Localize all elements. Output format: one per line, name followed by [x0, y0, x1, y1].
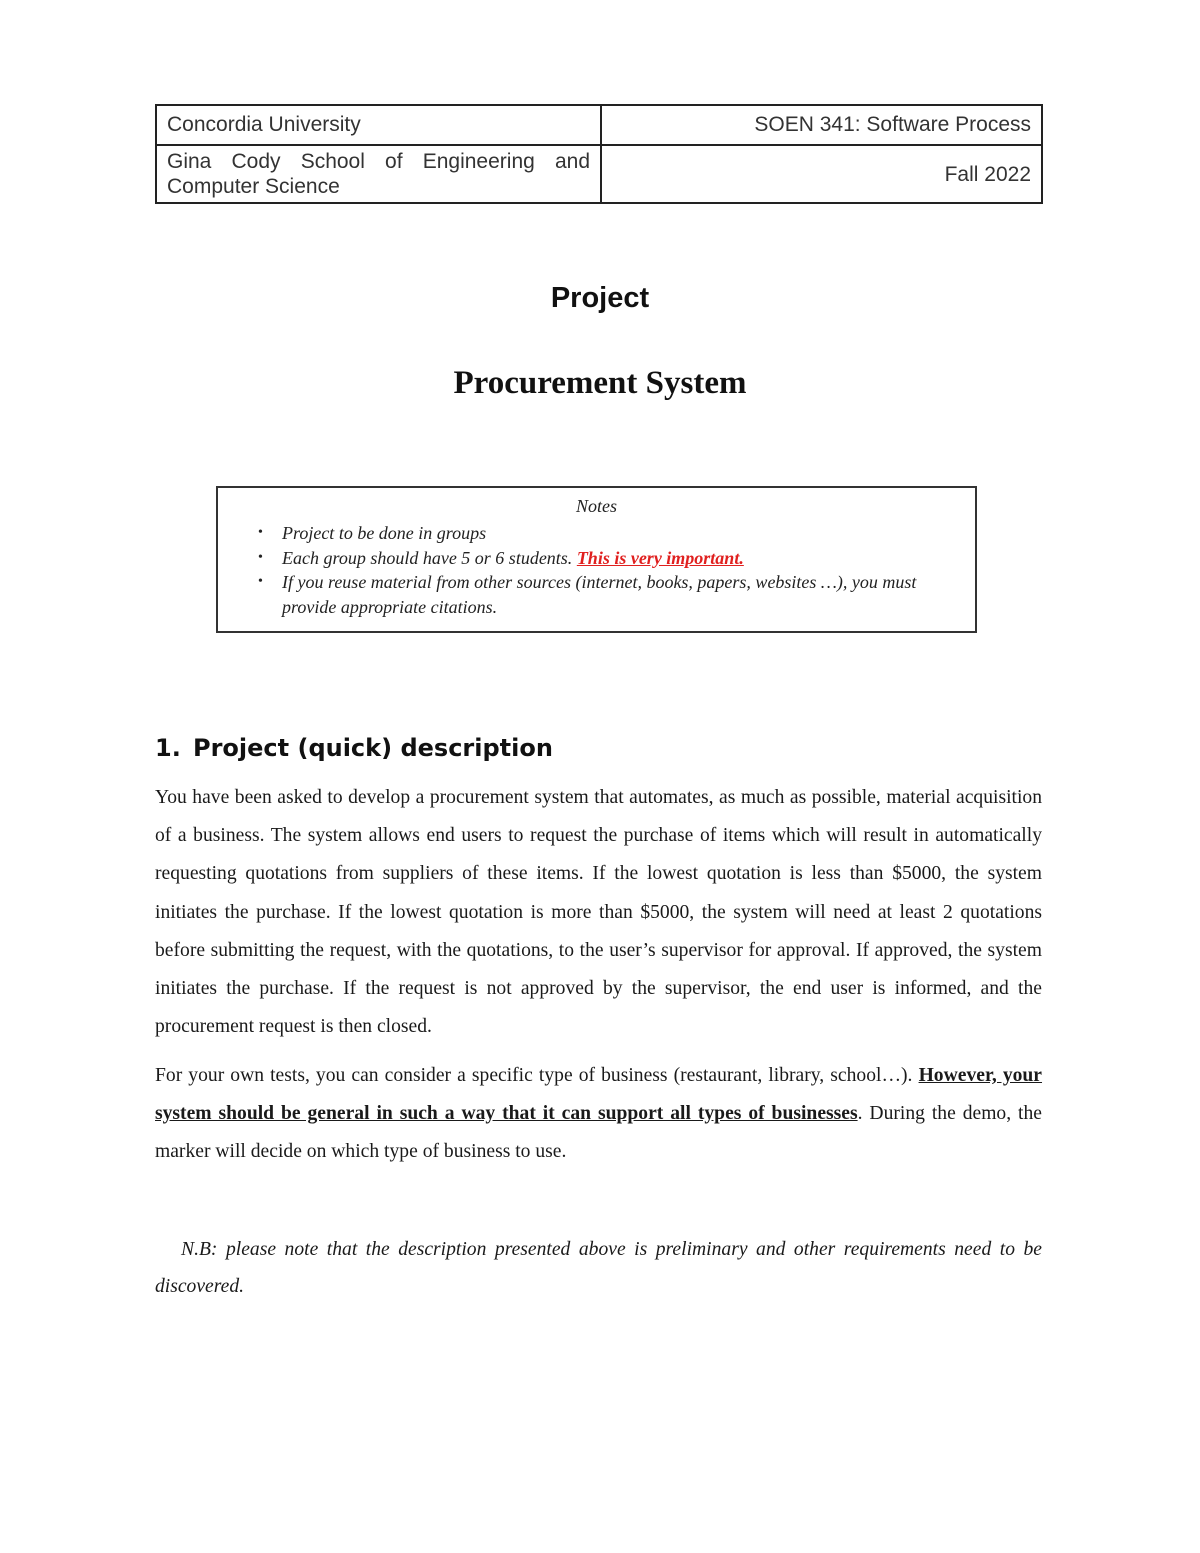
- list-item: [258, 521, 958, 546]
- course-cell: SOEN 341: Software Process: [601, 105, 1042, 145]
- school-name-line2: Computer Science: [167, 175, 340, 198]
- university-cell: Concordia University: [156, 105, 601, 145]
- page-title: Project: [550, 282, 650, 314]
- section-heading: [155, 734, 553, 762]
- school-name-line1: Gina Cody School of Engineering and: [167, 150, 590, 173]
- header-row: [156, 105, 1042, 145]
- bullet-icon: •: [258, 549, 263, 565]
- course-header-table: [155, 104, 1043, 204]
- bullet-icon: •: [258, 525, 263, 540]
- generality-requirement: However, your system should be general in such a way that it can support all types of businesses: [155, 1065, 1043, 1125]
- header-row: [156, 145, 1042, 203]
- paragraph-text: For your own tests, you can consider a specific type of business (restaurant, library, school…).: [155, 1065, 913, 1086]
- notes-box: [216, 486, 977, 633]
- note-text: Each group should have 5 or 6 students.: [282, 547, 573, 568]
- term-cell: Fall 2022: [601, 145, 1042, 203]
- nb-note: N.B: please note that the description presented above is preliminary and other requirements need to be discovered.: [155, 1239, 1042, 1297]
- important-emphasis: This is very important.: [576, 547, 744, 568]
- notes-list: [258, 521, 958, 619]
- list-item: [258, 546, 958, 571]
- school-cell: [156, 145, 601, 203]
- section-number: 1.: [155, 734, 181, 762]
- section-title: Project (quick) description: [193, 734, 553, 762]
- note-text: If you reuse material from other sources (internet, books, papers, websites …), you must provide appropriate citations.: [282, 572, 917, 617]
- description-paragraph: You have been asked to develop a procurement system that automates, as much as possible, material acquisition of a business. The system allows end users to request the purchase of items which will result in automatically requesting quotations from suppliers of these items. If the lowest quotation is less than $5000, the system initiates the purchase. If the lowest quotation is more than $5000, the system will need at least 2 quotations before submitting the request, with the quotations, to the user’s supervisor for approval. If approved, the system initiates the purchase. If the request is not approved by the supervisor, the end user is informed, and the procurement request is then closed.: [155, 787, 1042, 1038]
- business-paragraph: [155, 1057, 1042, 1172]
- notes-title: Notes: [575, 496, 617, 516]
- bullet-icon: •: [258, 574, 263, 589]
- note-text: Project to be done in groups: [282, 523, 487, 543]
- paragraph-text: . During the demo, the marker will decide on which type of business to use.: [155, 1103, 1042, 1163]
- list-item: [258, 570, 958, 619]
- page-subtitle: Procurement System: [453, 365, 747, 401]
